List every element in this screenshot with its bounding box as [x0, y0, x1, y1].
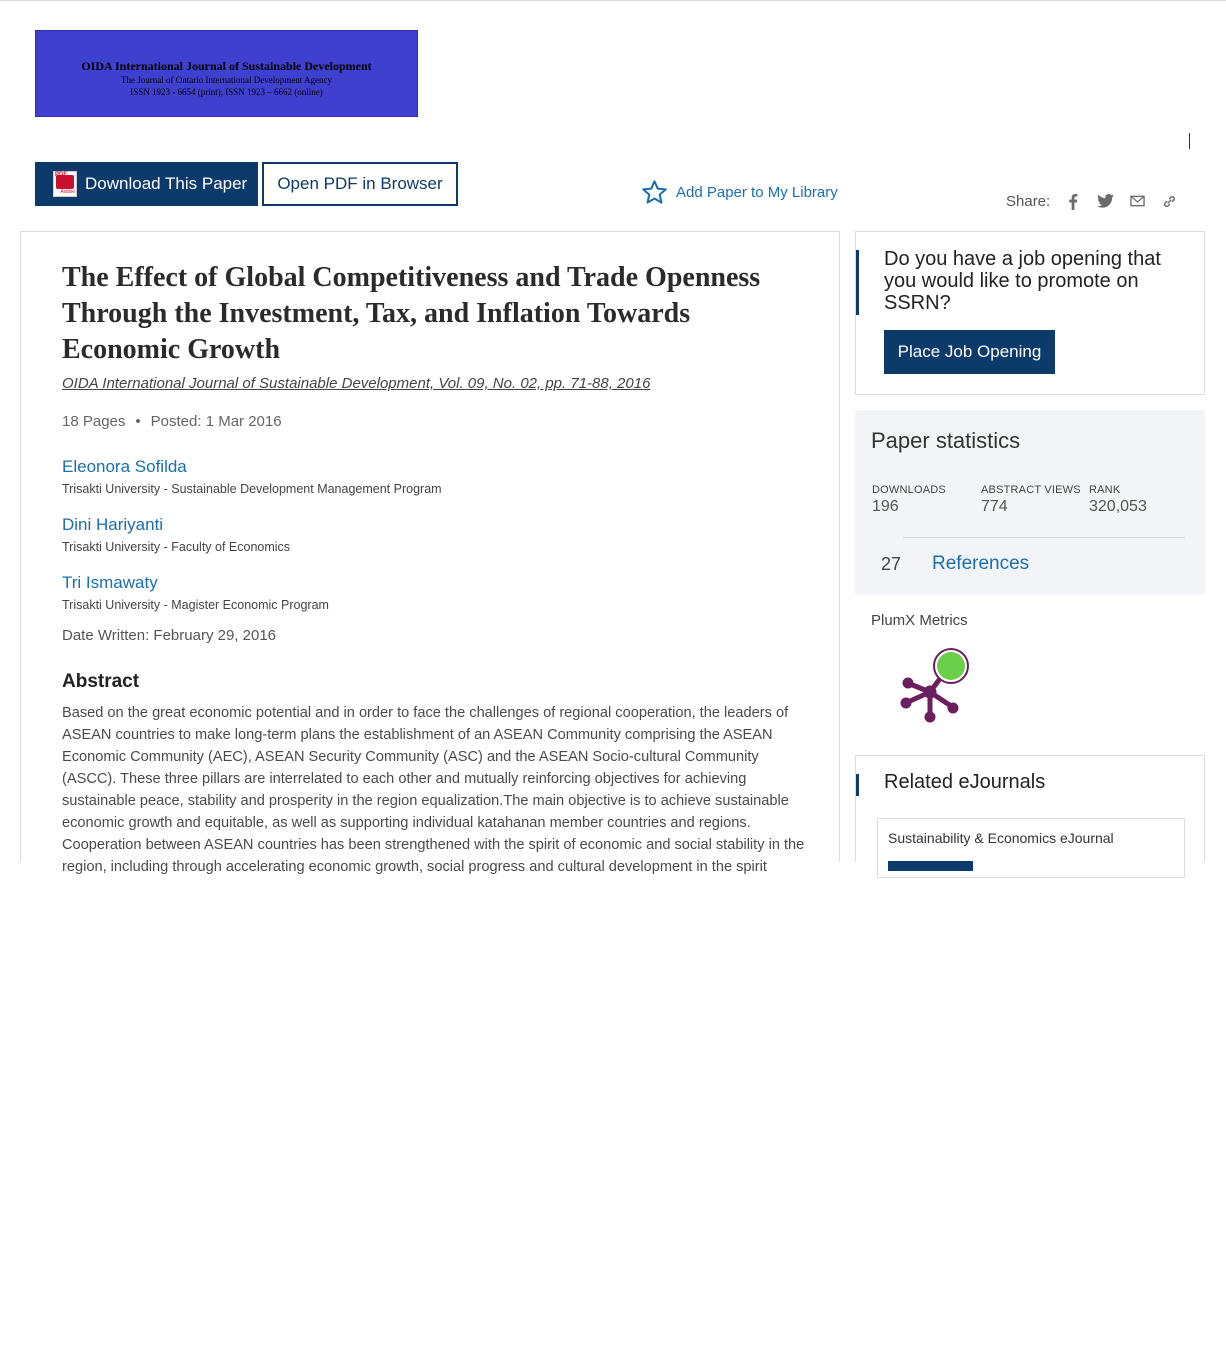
link-icon[interactable]	[1160, 192, 1178, 210]
subscribe-button[interactable]	[888, 861, 973, 871]
author-link[interactable]: Tri Ismawaty	[62, 573, 158, 592]
related-ejournals-panel	[855, 755, 1205, 862]
paper-title: The Effect of Global Competitiveness and Trade Openness Through the Investment, Tax, and Inflation Towards Economic Growth	[62, 262, 761, 365]
banner-subtitle: The Journal of Ontario International Development Agency	[121, 75, 332, 85]
open-pdf-button[interactable]	[262, 162, 458, 206]
rank-stat	[1089, 484, 1147, 516]
share-label: Share:	[1006, 192, 1051, 210]
add-to-library-link[interactable]	[641, 179, 838, 206]
downloads-value: 196	[872, 498, 899, 515]
rank-label: RANK	[1089, 484, 1121, 496]
share-bar	[1006, 192, 1178, 210]
top-border	[0, 0, 1226, 1]
views-label: ABSTRACT VIEWS	[981, 484, 1081, 496]
paper-statistics-panel	[855, 410, 1205, 594]
star-icon	[641, 179, 668, 206]
journal-banner[interactable]	[35, 30, 418, 117]
plumx-label: PlumX Metrics	[871, 612, 968, 629]
author-affiliation: Trisakti University - Faculty of Economics	[62, 540, 291, 554]
facebook-icon[interactable]	[1064, 192, 1082, 210]
references-count: 27	[881, 554, 902, 574]
abstract-text: Based on the great economic potential and in order to face the challenges of regional cooperation, the leaders of ASEAN countries to make long-term plans the establishment of an ASEAN Community comprising the ASEAN Economic Community (AEC), ASEAN Security Community (ASC) and the ASEAN Socio-cultural Community (ASCC). These three pillars are interrelated to each other and mutually reinforcing objectives for achieving sustainable peace, stability and prosperity in the region equalization.The main objective is to achieve sustainable economic growth and equitable, as well as supporting individual katahanan member countries and regions. Cooperation between ASEAN countries has been strengthened with the spirit of economic and social stability in the region, including through accelerating economic growth, social progress and cultural development in the spirit	[62, 705, 805, 875]
views-value: 774	[981, 498, 1008, 515]
references-link[interactable]: References	[932, 553, 1030, 574]
rank-value: 320,053	[1089, 498, 1147, 515]
add-library-label: Add Paper to My Library	[676, 184, 838, 201]
accent-bar	[856, 250, 859, 315]
pdf-icon: PDF Adobe	[55, 172, 75, 195]
download-paper-button[interactable]	[35, 162, 258, 206]
plumx-logo-icon[interactable]	[896, 644, 976, 726]
author-affiliation: Trisakti University - Magister Economic Program	[62, 598, 329, 612]
author-link[interactable]: Eleonora Sofilda	[62, 457, 187, 476]
ejournal-name: Sustainability & Economics eJournal	[888, 830, 1114, 846]
abstract-views-stat	[981, 484, 1081, 516]
paper-meta: 18 Pages • Posted: 1 Mar 2016	[62, 413, 282, 430]
job-question: Do you have a job opening that you would like to promote on SSRN?	[884, 248, 1161, 314]
paper-card	[20, 231, 840, 875]
text-cursor	[1189, 133, 1190, 149]
email-icon[interactable]	[1128, 192, 1146, 210]
job-opening-panel	[855, 231, 1205, 395]
open-pdf-label: Open PDF in Browser	[277, 174, 443, 193]
accent-bar	[856, 774, 859, 796]
related-title: Related eJournals	[884, 771, 1046, 793]
banner-title: OIDA International Journal of Sustainable Development	[81, 59, 372, 73]
page-count: 18 Pages	[62, 413, 126, 430]
stats-divider	[903, 537, 1185, 538]
posted-date: Posted: 1 Mar 2016	[150, 413, 282, 430]
place-job-label: Place Job Opening	[897, 342, 1042, 361]
ejournal-item[interactable]	[877, 818, 1185, 878]
journal-citation-link[interactable]: OIDA International Journal of Sustainable Development, Vol. 09, No. 02, pp. 71-88, 2016	[62, 375, 651, 392]
author-link[interactable]: Dini Hariyanti	[62, 515, 164, 534]
place-job-button[interactable]	[884, 330, 1055, 374]
banner-issn: ISSN 1923 - 6654 (print), ISSN 1923 – 6662 (online)	[130, 87, 323, 97]
stats-title: Paper statistics	[871, 428, 1021, 453]
date-written: Date Written: February 29, 2016	[62, 627, 276, 644]
download-label: Download This Paper	[85, 174, 248, 193]
twitter-icon[interactable]	[1096, 192, 1114, 210]
author-affiliation: Trisakti University - Sustainable Development Management Program	[62, 482, 442, 496]
abstract-heading: Abstract	[62, 671, 140, 692]
downloads-stat	[872, 484, 946, 516]
downloads-label: DOWNLOADS	[872, 484, 946, 496]
